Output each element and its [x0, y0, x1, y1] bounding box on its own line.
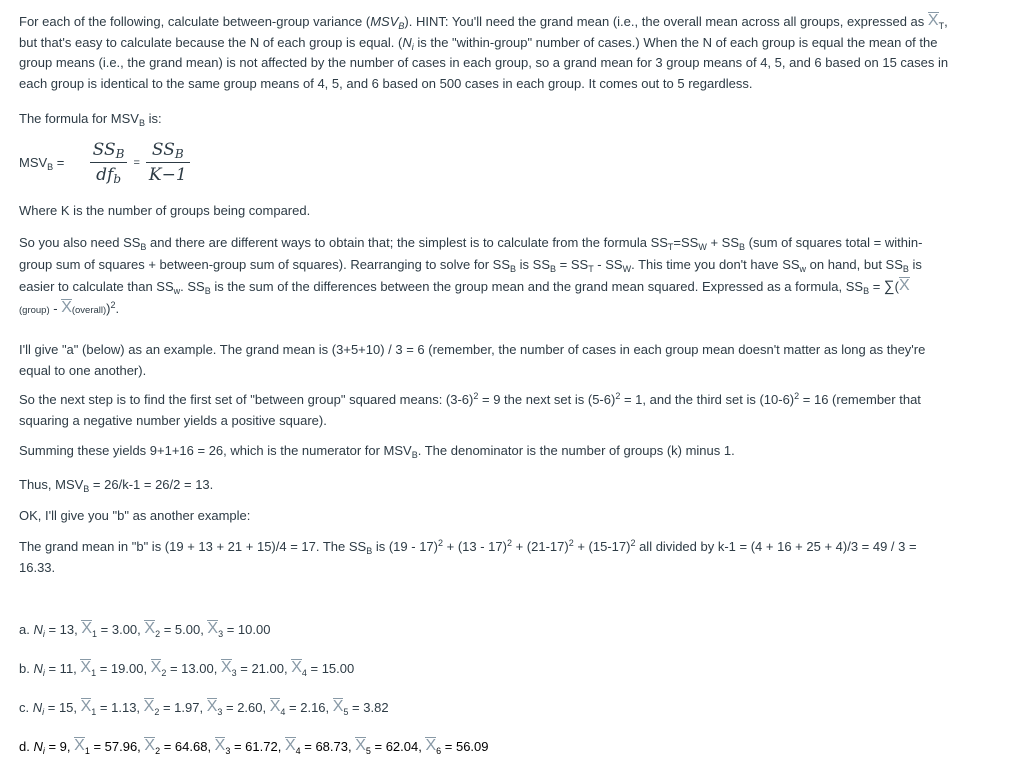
problem-d: d. $N_i = 9$, $X_1 = 57.96$, $X_2 = 64.68$, $X_3 = 61.72$, $X_4 = 68.73$, $X_5 = 62.04$, $X_6 = 56.09$	[19, 737, 489, 756]
x-bar-symbol: X	[206, 698, 218, 715]
x-bar-symbol: X	[81, 620, 93, 637]
x-bar-symbol: X	[284, 737, 296, 754]
x-bar-symbol: X	[332, 698, 344, 715]
x-bar-symbol: X	[214, 737, 226, 754]
fraction-ssb-dfb: $\frac{SS_B}{df_b}$	[90, 140, 128, 185]
problem-a: a. $N_i = 13$, $X_1 = 3.00$, $X_2 = 5.00$, $X_3 = 10.00$	[19, 620, 271, 639]
x-bar-symbol: X	[898, 277, 910, 294]
x-bar-symbol: X	[144, 737, 156, 754]
x-bar-symbol: X	[143, 698, 155, 715]
x-bar-symbol: X	[150, 659, 162, 676]
sigma-symbol: ∑	[883, 278, 895, 295]
x-bar-symbol: X	[80, 659, 92, 676]
formula-intro: The formula for $MSV_B$ is:	[19, 111, 162, 128]
ok-b-paragraph: OK, I'll give you "b" as another example:	[19, 508, 251, 523]
x-bar-symbol: X	[207, 620, 219, 637]
x-bar-symbol: X	[61, 299, 72, 316]
grand-mean-b-paragraph: The grand mean in "b" is (19 + 13 + 21 + 15)/4 = 17. The $SS_B$ is $(19 - 17)^2 + (13 - 17)^2 + (21-17)^2 + (15-17)^2$ all divided by k-1 = (4 + 16 + 25 + 4)/3 = 49 / 3 = 16.33.	[19, 538, 917, 575]
problem-c: c. $N_i = 15$, $X_1 = 1.13$, $X_2 = 1.97$, $X_3 = 2.60$, $X_4 = 2.16$, $X_5 = 3.82$	[19, 698, 389, 717]
x-bar-symbol: X	[355, 737, 366, 754]
ssb-paragraph: So you also need $SS_B$ and there are different ways to obtain that; the simplest is to calculate from the formula $SS_T=SS_W + SS_B$ (sum of squares total = within-group sum of squares + between-group sum of squares). Rearranging to solve for $SS_B$ is $SS_B = SS_T - SS_W$. This time you don't have $SS_w$ on hand, but $SS_B$ is easier to calculate than $SS_w$. $SS_B$ is the sum of the differences between the group mean and the grand mean squared. Expressed as a formula, $SS_B = \sum(X$ (group) - X(overall))$^2$.	[19, 235, 923, 316]
x-bar-symbol: X	[927, 12, 939, 29]
fraction-ssb-k-minus-1: $\frac{SS_B}{K-1}$	[146, 140, 190, 185]
next-step-paragraph: So the next step is to find the first set of "between group" squared means: $(3-6)^2 = 9$ the next set is $(5-6)^2 = 1$, and the third set is $(10-6)^2 = 16$ (remember that squaring a negative number yields a positive square).	[19, 391, 921, 428]
thus-paragraph: Thus, $MSV_B = 26/k-1 = 26/2 = 13$.	[19, 477, 214, 494]
msvb-formula: $MSV_B$ = $\frac{SS_B}{df_b}$ = $\frac{SS_B}{K-1}$	[19, 140, 949, 185]
x-bar-symbol: X	[80, 698, 92, 715]
x-bar-symbol: X	[144, 620, 156, 637]
x-bar-symbol: X	[220, 659, 232, 676]
x-bar-symbol: X	[74, 737, 85, 754]
summing-paragraph: Summing these yields 9+1+16 = 26, which is the numerator for $MSV_B$. The denominator is the number of groups (k) minus 1.	[19, 443, 735, 460]
where-k-text: Where K is the number of groups being compared.	[19, 203, 311, 218]
problem-b: b. $N_i = 11$, $X_1 = 19.00$, $X_2 = 13.00$, $X_3 = 21.00$, $X_4 = 15.00$	[19, 659, 355, 678]
x-bar-symbol: X	[269, 698, 281, 715]
intro-paragraph: For each of the following, calculate between-group variance $(MSV_B)$. HINT: You'll need the grand mean (i.e., the overall mean across all groups, expressed as $X_T$, but that's easy to calculate because the N of each group is equal. ($N_i$ is the "within-group" number of cases.) When the N of each group is equal the mean of the group means (i.e., the grand mean) is not affected by the number of cases in each group, so a grand mean for 3 group means of 4, 5, and 6 based on 15 cases in each group is identical to the same group means of 4, 5, and 6 based on 500 cases in each group. It comes out to 5 regardless.	[19, 12, 949, 91]
example-a-paragraph: I'll give "a" (below) as an example. The grand mean is (3+5+10) / 3 = 6 (remember, the number of cases in each group mean doesn't matter as long as they're equal to one another).	[19, 342, 926, 378]
x-bar-symbol: X	[291, 659, 302, 676]
x-bar-symbol: X	[425, 737, 437, 754]
